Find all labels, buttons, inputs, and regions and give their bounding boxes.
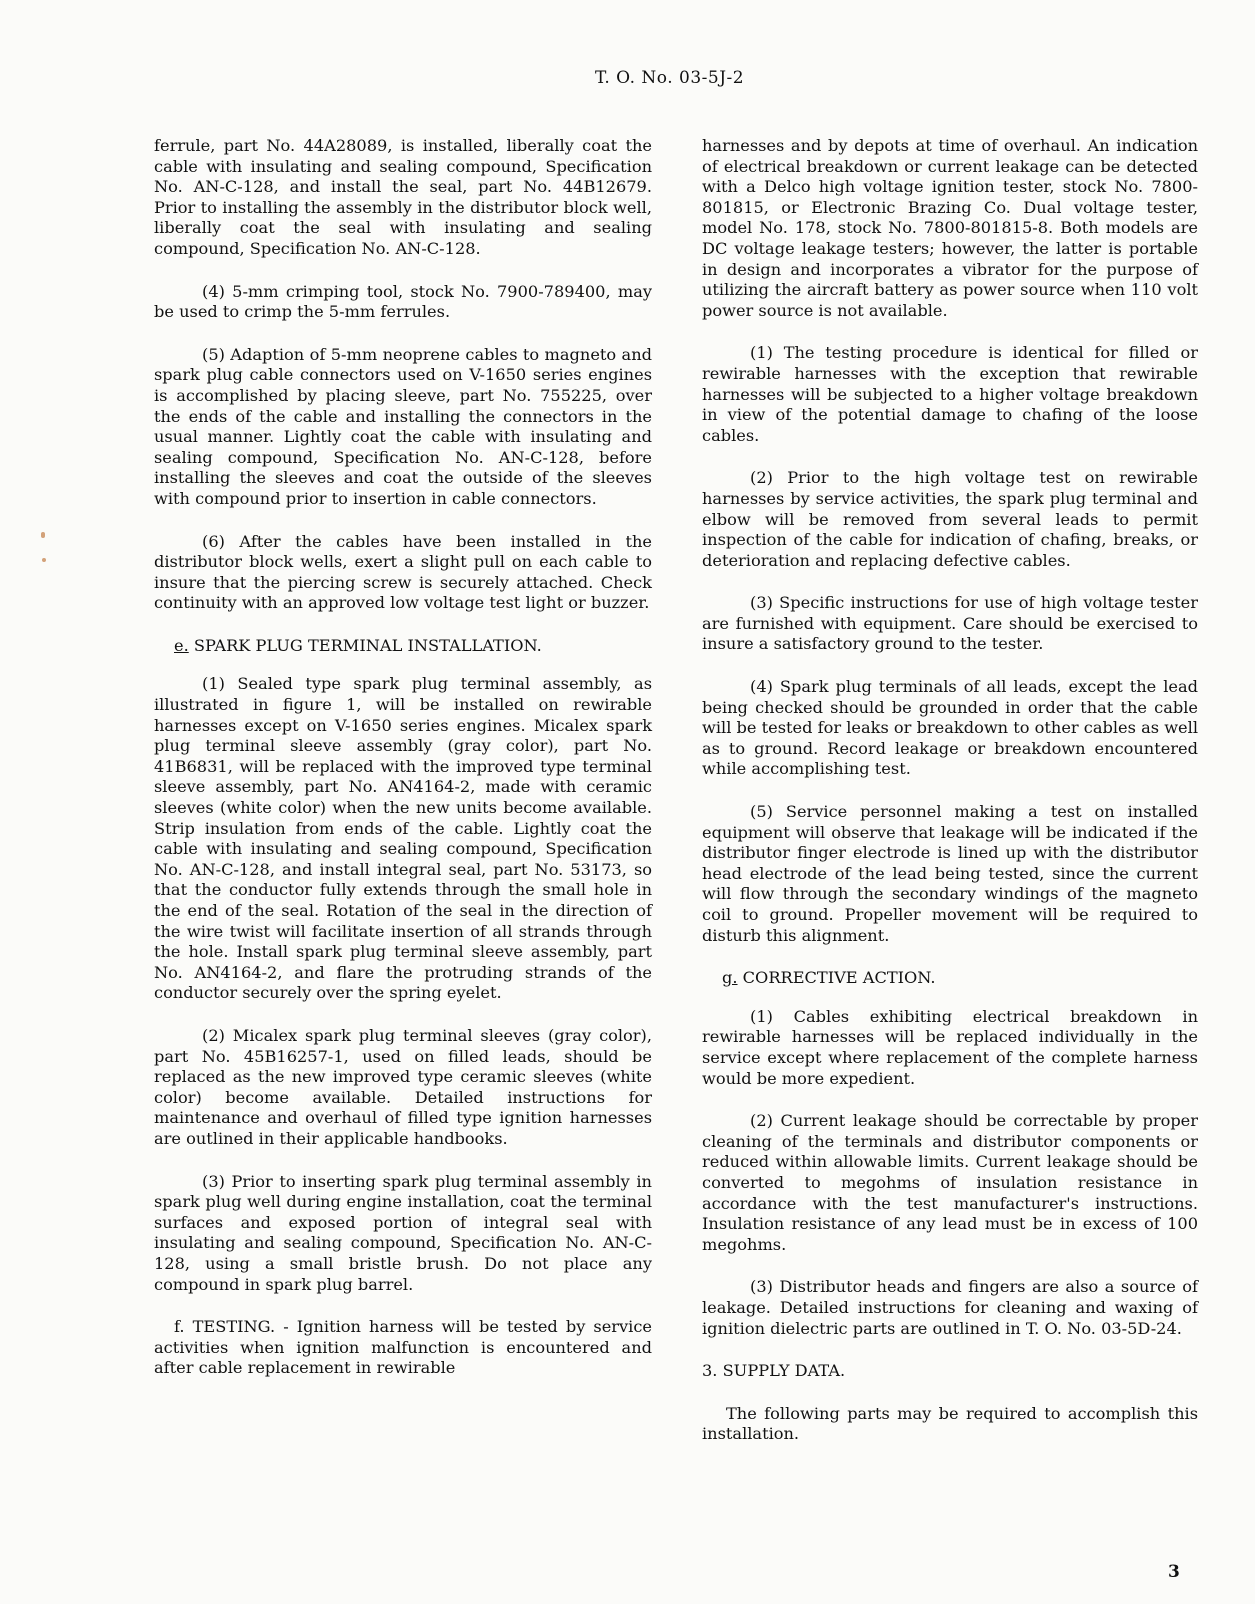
paragraph-continuation: ferrule, part No. 44A28089, is installed, liberally coat the cable with insulating and sealing compound, Specification No. AN-C-128, and install the seal, part No. 44B12679. Prior to installing the assembly in the distributor block well, liberally coat the seal with insulating and sealing compound, Specification No. AN-C-128. [154,136,652,258]
paragraph-e3: (3) Prior to inserting spark plug terminal assembly in spark plug well during engine installation, coat the terminal surfaces and exposed portion of integral seal with insulating and sealing compound, Specification No. AN-C-128, using a small bristle brush. Do not place any compound in spark plug barrel. [154,1171,652,1294]
section-title-e: SPARK PLUG TERMINAL INSTALLATION. [193,635,542,655]
paragraph-d5: (5) Adaption of 5-mm neoprene cables to magneto and spark plug cable connectors used on V-1650 series engines is accomplished by placing sleeve, part No. 755225, over the ends of the cable and installing the connectors in the usual manner. Lightly coat the cable with insulating and sealing compound, Specification No. AN-C-128, before installing the sleeves and coat the outside of the sleeves with compound prior to insertion in cable connectors. [154,344,652,508]
paragraph-f4: (4) Spark plug terminals of all leads, except the lead being checked should be grounded in order that the cable will be tested for leaks or breakdown to other cables as well as to ground. Record leakage or breakdown encountered while accomplishing test. [702,677,1198,779]
paper-speck [41,532,45,538]
page-number: 3 [1168,1562,1180,1582]
paragraph-g1: (1) Cables exhibiting electrical breakdown in rewirable harnesses will be replaced individually in the service except where replacement of the complete harness would be more expedient. [702,1006,1198,1088]
paragraph-e2: (2) Micalex spark plug terminal sleeves (gray color), part No. 45B16257-1, used on filled leads, should be replaced as the new improved type ceramic sleeves (white color) become available. Detailed instructions for maintenance and overhaul of filled type ignition harnesses are outlined in their applicable handbooks. [154,1025,652,1148]
section-heading-g [702,968,1198,989]
section-heading-e [154,636,652,657]
document-number: T. O. No. 03-5J-2 [595,68,745,88]
right-column [702,136,1198,1467]
paragraph-f3: (3) Specific instructions for use of high voltage tester are furnished with equipment. Care should be exercised to insure a satisfactory ground to the tester. [702,593,1198,654]
section-letter-g: g. [722,968,738,988]
section-title-g: CORRECTIVE ACTION. [742,968,936,988]
paragraph-f2: (2) Prior to the high voltage test on rewirable harnesses by service activities, the spark plug terminal and elbow will be removed from several leads to permit inspection of the cable for indication of chafing, breaks, or deterioration and replacing defective cables. [702,468,1198,570]
paragraph-g2: (2) Current leakage should be correctable by proper cleaning of the terminals and distributor components or reduced within allowable limits. Current leakage should be converted to megohms of insulation resistance in accordance with the test manufacturer's instructions. Insulation resistance of any lead must be in excess of 100 megohms. [702,1111,1198,1254]
paragraph-f-continuation: harnesses and by depots at time of overhaul. An indication of electrical breakdown or current leakage can be detected with a Delco high voltage ignition tester, stock No. 7800-801815, or Electronic Brazing Co. Dual voltage tester, model No. 178, stock No. 7800-801815-8. Both models are DC voltage leakage testers; however, the latter is portable in design and incorporates a vibrator for the purpose of utilizing the aircraft battery as power source when 110 volt power source is not available. [702,136,1198,320]
paragraph-f-intro: f. TESTING. - Ignition harness will be tested by service activities when ignition malfunction is encountered and after cable replacement in rewirable [154,1317,652,1378]
section-letter-e: e. [174,635,189,655]
paragraph-d6: (6) After the cables have been installed in the distributor block wells, exert a slight pull on each cable to insure that the piercing screw is securely attached. Check continuity with an approved low voltage test light or buzzer. [154,531,652,613]
paragraph-f1: (1) The testing procedure is identical for filled or rewirable harnesses with the exception that rewirable harnesses will be subjected to a higher voltage breakdown in view of the potential damage to chafing of the loose cables. [702,343,1198,445]
paragraph-supply: The following parts may be required to accomplish this installation. [702,1403,1198,1444]
paragraph-g3: (3) Distributor heads and fingers are also a source of leakage. Detailed instructions for cleaning and waxing of ignition dielectric parts are outlined in T. O. No. 03-5D-24. [702,1277,1198,1338]
paragraph-f5: (5) Service personnel making a test on installed equipment will observe that leakage will be indicated if the distributor finger electrode is lined up with the distributor head electrode of the lead being tested, since the current will flow through the secondary windings of the magneto coil to ground. Propeller movement will be required to disturb this alignment. [702,802,1198,945]
section-heading-3: 3. SUPPLY DATA. [702,1361,846,1381]
left-column [154,136,652,1401]
paper-speck [42,558,46,562]
paragraph-d4: (4) 5-mm crimping tool, stock No. 7900-789400, may be used to crimp the 5-mm ferrules. [154,281,652,322]
paragraph-e1: (1) Sealed type spark plug terminal assembly, as illustrated in figure 1, will be installed on rewirable harnesses except on V-1650 series engines. Micalex spark plug terminal sleeve assembly (gray color), part No. 41B6831, will be replaced with the improved type terminal sleeve assembly, part No. AN4164-2, made with ceramic sleeves (white color) when the new units become available. Strip insulation from ends of the cable. Lightly coat the cable with insulating and sealing compound, Specification No. AN-C-128, and install integral seal, part No. 53173, so that the conductor fully extends through the small hole in the end of the seal. Rotation of the seal in the direction of the wire twist will facilitate insertion of all strands through the hole. Install spark plug terminal sleeve assembly, part No. AN4164-2, and flare the protruding strands of the conductor securely over the spring eyelet. [154,674,652,1003]
